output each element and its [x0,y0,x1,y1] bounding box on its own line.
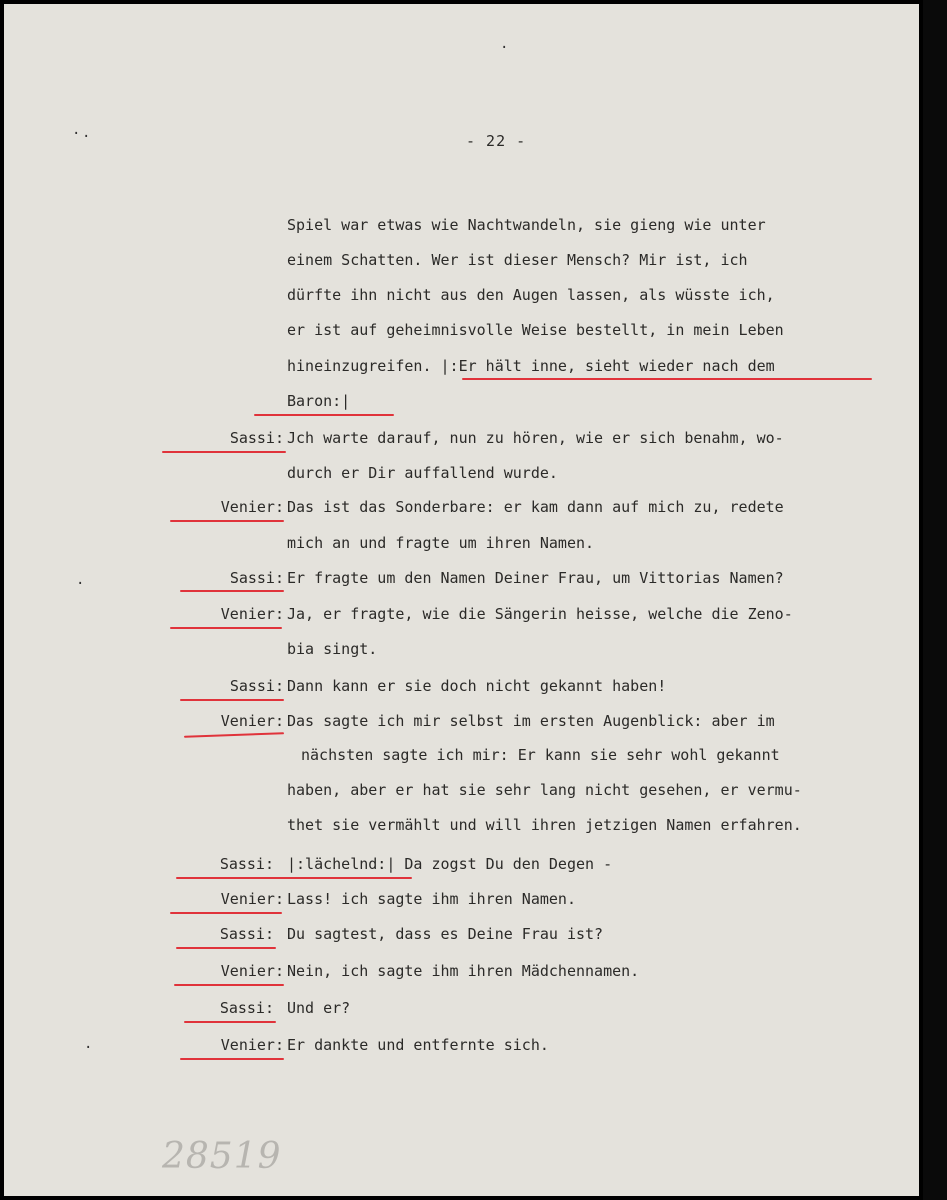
speaker-label: Venier: [220,890,284,908]
text-line: einem Schatten. Wer ist dieser Mensch? Mir ist, ich [287,251,748,269]
text-line: Dann kann er sie doch nicht gekannt haben! [287,677,667,695]
red-underline [170,627,282,629]
ink-speck: · [500,40,509,56]
red-underline [184,1021,276,1023]
speaker-label: Venier: [220,712,284,730]
speaker-label: Sassi: [229,677,284,695]
text-line: Lass! ich sagte ihm ihren Namen. [287,890,576,908]
page-number: - 22 - [466,132,527,150]
text-line: er ist auf geheimnisvolle Weise bestellt, in mein Leben [287,321,784,339]
speaker-label: Sassi: [219,999,274,1017]
speaker-label: Venier: [220,498,284,516]
text-line: Du sagtest, dass es Deine Frau ist? [287,925,604,943]
text-line: Baron:| [287,392,351,410]
red-underline [180,1058,284,1060]
speaker-label: Sassi: [229,569,284,587]
text-line: Er fragte um den Namen Deiner Frau, um Vittorias Namen? [287,569,784,587]
speaker-label: Sassi: [219,855,274,873]
red-underline [184,732,284,737]
text-line: hineinzugreifen. |:Er hält inne, sieht wieder nach dem [287,357,775,375]
speaker-label: Sassi: [229,429,284,447]
ink-speck: · [76,576,85,592]
speaker-label: Sassi: [219,925,274,943]
scan-border [923,0,947,1200]
speaker-label: Venier: [220,962,284,980]
text-line: bia singt. [287,640,378,658]
ink-speck: · [84,1040,93,1056]
red-underline [254,414,394,416]
red-underline [176,877,412,879]
text-line: |:lächelnd:| Da zogst Du den Degen - [287,855,613,873]
red-underline [180,699,284,701]
text-line: Das sagte ich mir selbst im ersten Augenblick: aber im [287,712,775,730]
red-underline [170,520,284,522]
text-line: haben, aber er hat sie sehr lang nicht gesehen, er vermu- [287,781,802,799]
ink-speck: · [72,126,81,142]
document-page [4,4,919,1196]
text-line: Spiel war etwas wie Nachtwandeln, sie gieng wie unter [287,216,766,234]
ink-speck: · [82,129,91,145]
text-line: nächsten sagte ich mir: Er kann sie sehr wohl gekannt [301,746,780,764]
red-underline [170,912,282,914]
red-underline [162,451,286,453]
red-underline [180,590,284,592]
red-underline [462,378,872,380]
text-line: mich an und fragte um ihren Namen. [287,534,595,552]
text-line: thet sie vermählt und will ihren jetzigen Namen erfahren. [287,816,802,834]
text-line: Nein, ich sagte ihm ihren Mädchennamen. [287,962,640,980]
red-underline [176,947,276,949]
text-line: durch er Dir auffallend wurde. [287,464,558,482]
text-line: Jch warte darauf, nun zu hören, wie er sich benahm, wo- [287,429,784,447]
text-line: Er dankte und entfernte sich. [287,1036,549,1054]
archive-number: 28519 [162,1136,282,1177]
text-line: dürfte ihn nicht aus den Augen lassen, als wüsste ich, [287,286,775,304]
text-line: Das ist das Sonderbare: er kam dann auf mich zu, redete [287,498,784,516]
speaker-label: Venier: [220,605,284,623]
text-line: Ja, er fragte, wie die Sängerin heisse, welche die Zeno- [287,605,793,623]
red-underline [174,984,284,986]
speaker-label: Venier: [220,1036,284,1054]
text-line: Und er? [287,999,351,1017]
